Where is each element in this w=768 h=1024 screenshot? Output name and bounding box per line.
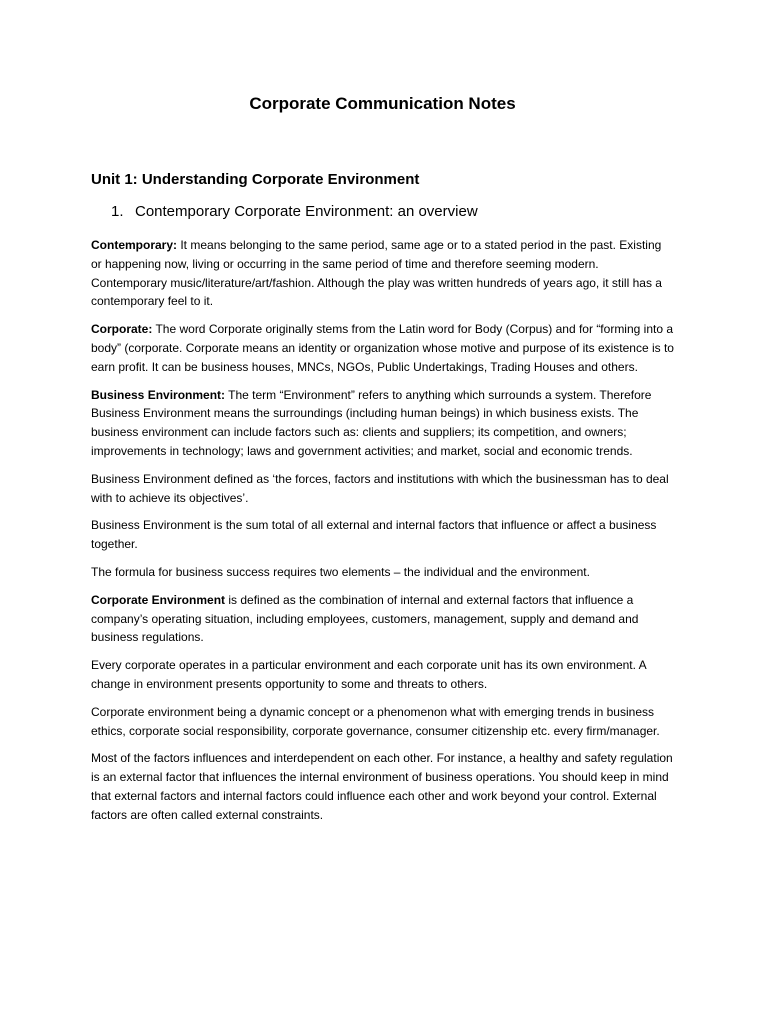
paragraph-term: Corporate Environment <box>91 592 226 607</box>
paragraph-text: Most of the factors influences and interdependent on each other. For instance, a healthy and safety regulation is an external factor that influences the internal environment of business operations. You should keep in mind that external factors and internal factors could influence each other and work beyond your control. External factors are often called external constraints. <box>91 751 673 822</box>
paragraph-business-environment <box>91 386 674 461</box>
paragraph-definition <box>91 470 674 508</box>
paragraph-text: The term “Environment” refers to anything which surrounds a system. Therefore Business Environment means the surroundings (including human beings) in which business exists. The business environment can include factors such as: clients and suppliers; its competition, and owners; improvements in technology; laws and government activities; and market, social and economic trends. <box>91 387 652 458</box>
paragraph-text: Every corporate operates in a particular environment and each corporate unit has its own environment. A change in environment presents opportunity to some and threats to others. <box>91 658 646 691</box>
paragraph-corporate-environment <box>91 591 674 647</box>
paragraph-factors-influence <box>91 749 674 824</box>
paragraph-sum-total <box>91 516 674 554</box>
paragraph-text: Business Environment defined as ‘the forces, factors and institutions with which the businessman has to deal with to achieve its objectives’. <box>91 471 669 505</box>
paragraph-text: is defined as the combination of internal and external factors that influence a company’s operating situation, including employees, customers, management, supply and demand and business regulations. <box>91 592 639 645</box>
section-heading <box>111 200 674 224</box>
paragraph-every-corporate <box>91 656 674 694</box>
unit-heading: Unit 1: Understanding Corporate Environment <box>91 171 420 188</box>
paragraph-dynamic-concept <box>91 703 674 741</box>
paragraph-text: Business Environment is the sum total of all external and internal factors that influence or affect a business together. <box>91 518 657 552</box>
paragraph-term: Contemporary: <box>91 238 178 252</box>
paragraph-text: Corporate environment being a dynamic concept or a phenomenon what with emerging trends in business ethics, corporate social responsibility, corporate governance, consumer citizenship etc. every firm/manager. <box>91 704 660 738</box>
paragraph-term: Business Environment: <box>91 387 226 402</box>
paragraph-corporate <box>91 320 674 376</box>
section-number: 1. <box>111 203 124 220</box>
section-title: Contemporary Corporate Environment: an overview <box>135 203 478 220</box>
paragraph-text: It means belonging to the same period, same age or to a stated period in the past. Existing or happening now, living or occurring in the same period of time and therefore seeming modern. Contemporary music/literature/art/fashion. Although the play was written hundreds of years ago, it still has a contemporary feel to it. <box>91 238 662 309</box>
paragraph-formula <box>91 563 674 582</box>
paragraph-text: The word Corporate originally stems from the Latin word for Body (Corpus) and for “forming into a body” (corporate. Corporate means an identity or organization whose motive and purpose of its existence is to earn profit. It can be business houses, MNCs, NGOs, Public Undertakings, Trading Houses and others. <box>91 322 674 374</box>
paragraph-term: Corporate: <box>91 322 153 337</box>
document-title: Corporate Communication Notes <box>249 94 516 113</box>
paragraph-text: The formula for business success requires two elements – the individual and the environment. <box>91 564 590 579</box>
paragraph-contemporary <box>91 236 674 311</box>
